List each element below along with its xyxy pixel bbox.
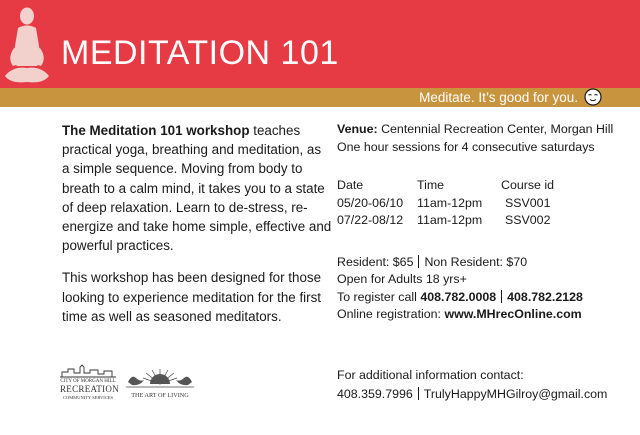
page-title: MEDITATION 101 — [61, 34, 339, 72]
description — [62, 121, 332, 326]
description-paragraph-2: This workshop has been designed for those looking to experience meditation for the first time as well as seasoned meditators. — [62, 270, 322, 324]
art-of-living-logo — [122, 366, 198, 404]
schedule-date: 07/22-08/12 — [337, 213, 404, 227]
city-recreation-logo — [60, 364, 119, 402]
register-label: To register call — [337, 289, 417, 304]
venue-label: Venue: — [337, 122, 378, 136]
online-url-link[interactable]: www.MHrecOnline.com — [444, 307, 582, 321]
separator — [418, 387, 419, 400]
smiley-face-icon — [583, 87, 603, 107]
fees-block — [337, 254, 637, 324]
contact-heading: For additional information contact: — [337, 368, 524, 382]
description-body: teaches practical yoga, breathing and meditation, as a simple sequence. Moving from body to breath to a calm mind, it takes you to a state of deep relaxation. Learn to de-stress, re-energize and take home simple, effective and powerful practices. — [62, 123, 332, 254]
contact-phone[interactable]: 408.359.7996 — [337, 387, 413, 401]
nonresident-fee: Non Resident: $70 — [424, 254, 528, 269]
sessions-line: One hour sessions for 4 consecutive saturdays — [337, 139, 595, 154]
table-row — [337, 212, 637, 230]
contact-block — [337, 366, 607, 404]
schedule-date: 05/20-06/10 — [337, 195, 404, 210]
description-lead: The Meditation 101 workshop — [62, 123, 250, 138]
city-skyline-icon — [60, 364, 116, 378]
contact-line — [337, 385, 607, 404]
register-phone-1[interactable]: 408.782.0008 — [420, 289, 497, 304]
city-logo-line2: RECREATION — [60, 384, 119, 394]
schedule-header-row — [337, 177, 637, 195]
open-for-line: Open for Adults 18 yrs+ — [337, 272, 467, 286]
separator — [418, 255, 419, 268]
city-logo-line1: CITY OF MORGAN HILL — [60, 379, 116, 384]
description-paragraph-1 — [62, 121, 332, 255]
register-phone-2[interactable]: 408.782.2128 — [507, 289, 583, 304]
online-line — [337, 306, 637, 324]
separator — [501, 290, 502, 303]
schedule-course-id: SSV001 — [505, 195, 551, 210]
schedule-table — [337, 177, 637, 230]
tagline: Meditate. It’s good for you. — [419, 90, 578, 105]
fees-line — [337, 254, 637, 272]
table-row — [337, 195, 637, 213]
schedule-course-id: SSV002 — [505, 213, 551, 227]
contact-email-link[interactable]: TrulyHappyMHGilroy@gmail.com — [423, 387, 608, 401]
art-of-living-text: THE ART OF LIVING — [131, 392, 189, 399]
meditating-figure-icon — [3, 4, 51, 90]
city-logo-line3: COMMUNITY SERVICES — [62, 395, 114, 400]
schedule-header-time: Time — [417, 178, 445, 192]
venue-line — [337, 121, 637, 139]
resident-fee: Resident: $65 — [337, 254, 414, 269]
schedule-header-course: Course id — [501, 178, 555, 192]
rising-sun-swans-icon — [122, 366, 198, 392]
online-label: Online registration: — [337, 307, 441, 321]
schedule-time: 11am-12pm — [417, 213, 483, 227]
schedule-time: 11am-12pm — [417, 195, 483, 210]
schedule-header-date: Date — [337, 178, 364, 192]
register-line — [337, 289, 637, 307]
venue-value: Centennial Recreation Center, Morgan Hill — [381, 122, 614, 136]
details — [337, 121, 637, 324]
